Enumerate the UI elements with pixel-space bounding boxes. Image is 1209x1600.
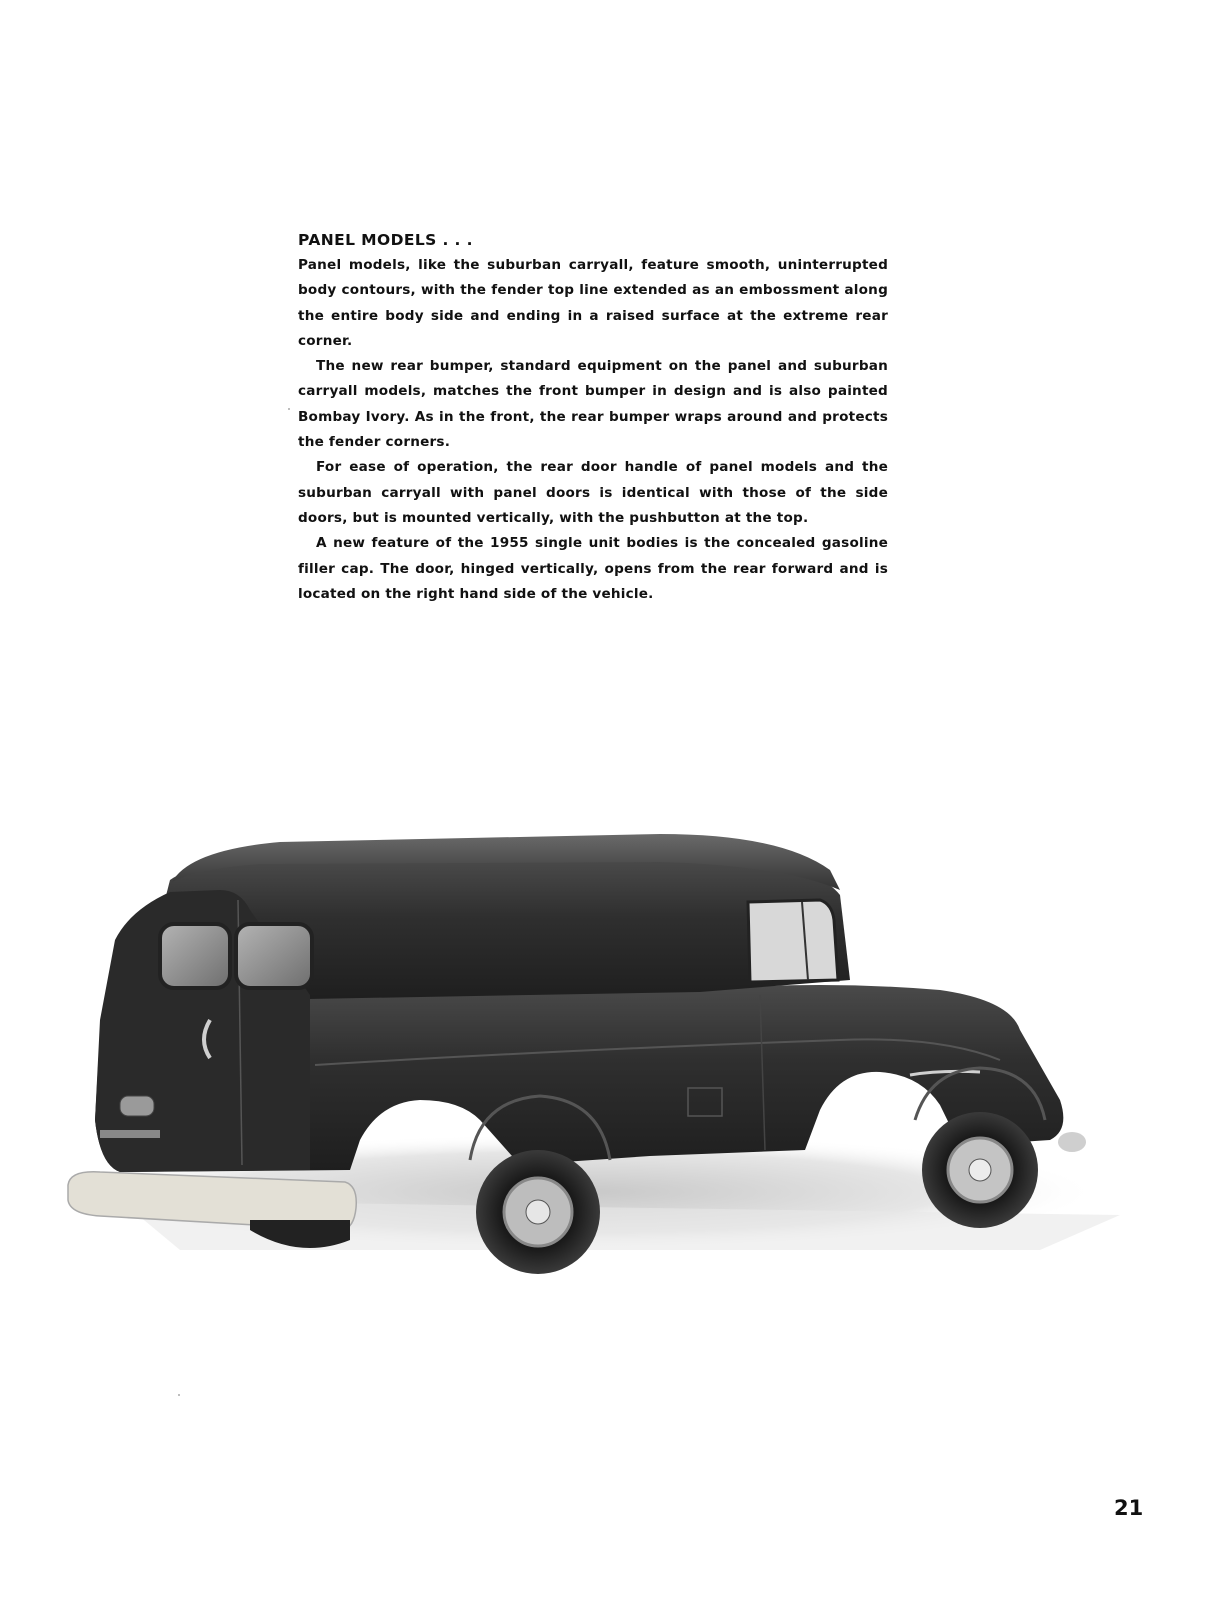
article-text	[298, 228, 888, 607]
side-window	[748, 900, 838, 982]
rear-window-left	[160, 924, 230, 988]
print-speck	[178, 1394, 180, 1396]
print-speck	[288, 408, 290, 410]
section-heading: PANEL MODELS . . .	[298, 231, 473, 249]
rear-wheel-cap	[526, 1200, 550, 1224]
tail-light	[120, 1096, 154, 1116]
paragraph-2: The new rear bumper, standard equipment on the panel and suburban carryall models, matches the front bumper in design and is also painted Bombay Ivory. As in the front, the rear bumper wraps around and protects the fender corners.	[298, 358, 888, 451]
paragraph-1: Panel models, like the suburban carryall, feature smooth, uninterrupted body contours, with the fender top line extended as an embossment along the entire body side and ending in a raised surface at the extreme rear corner.	[298, 257, 888, 349]
front-wheel-cap	[969, 1159, 991, 1181]
rear-window-right	[236, 924, 312, 988]
paragraph-3: For ease of operation, the rear door handle of panel models and the suburban carryall with panel doors is identical with those of the side doors, but is mounted vertically, with the pushbutton at the top.	[298, 459, 888, 526]
page-number: 21	[1114, 1496, 1144, 1520]
license-bracket	[100, 1130, 160, 1138]
front-bumper-tip	[1058, 1132, 1086, 1152]
panel-truck-photo	[60, 820, 1140, 1320]
paragraph-4: A new feature of the 1955 single unit bodies is the concealed gasoline filler cap. The door, hinged vertically, opens from the rear forward and is located on the right hand side of the vehicle.	[298, 535, 888, 602]
